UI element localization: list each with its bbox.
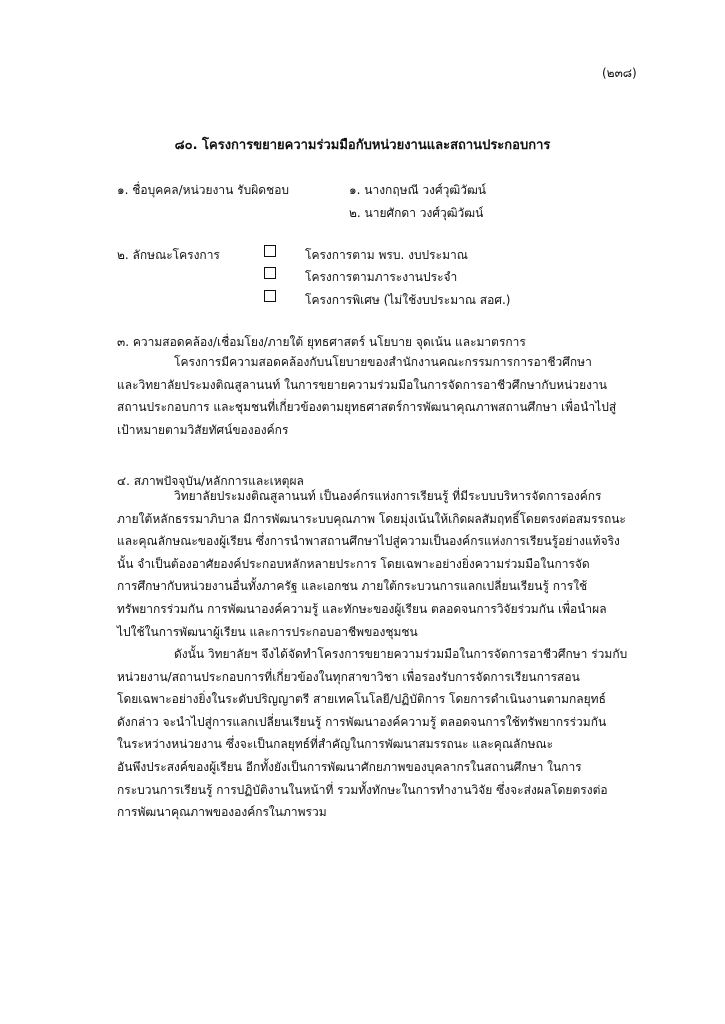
- option-special-project: โครงการพิเศษ (ไม่ใช้งบประมาณ สอศ.): [305, 293, 511, 307]
- paragraph-line: การศึกษากับหน่วยงานอื่นทั้งภาครัฐ และเอกชน ภายใต้กระบวนการแลกเปลี่ยนเรียนรู้ การใช้: [117, 579, 588, 594]
- section4-paragraph-1: [117, 485, 626, 643]
- responsible-person-2: ๒. นายศักดา วงศ์วุฒิวัฒน์: [349, 206, 484, 220]
- option-budget-act: โครงการตาม พรบ. งบประมาณ: [305, 248, 468, 262]
- section2-label: ๒. ลักษณะโครงการ: [117, 248, 220, 262]
- paragraph-line: สถานประกอบการ และชุมชนที่เกี่ยวข้องตามยุทธศาสตร์การพัฒนาคุณภาพสถานศึกษา เพื่อนำไปสู่: [117, 400, 617, 415]
- paragraph-line: หน่วยงาน/สถานประกอบการที่เกี่ยวข้องในทุกสาขาวิชา เพื่อรองรับการจัดการเรียนการสอน: [117, 669, 580, 684]
- paragraph-line: ภายใต้หลักธรรมาภิบาล มีการพัฒนาระบบคุณภาพ โดยมุ่งเน้นให้เกิดผลสัมฤทธิ์โดยตรงต่อสมรรถนะ: [117, 511, 626, 526]
- paragraph-line: อันพึงประสงค์ของผู้เรียน อีกทั้งยังเป็นการพัฒนาศักยภาพของบุคลากรในสถานศึกษา ในการ: [117, 759, 582, 774]
- checkbox-budget-act[interactable]: [264, 245, 276, 257]
- section1-label: ๑. ชื่อบุคคล/หน่วยงาน รับผิดชอบ: [117, 183, 290, 197]
- paragraph-line: ดังนั้น วิทยาลัยฯ จึงได้จัดทำโครงการขยายความร่วมมือในการจัดการอาชีวศึกษา ร่วมกับ: [174, 647, 628, 661]
- paragraph-line: และคุณลักษณะของผู้เรียน ซึ่งการนำพาสถานศึกษาไปสู่ความเป็นองค์กรแห่งการเรียนรู้อย่างแท้จริง: [117, 534, 620, 549]
- paragraph-line: ในระหว่างหน่วยงาน ซึ่งจะเป็นกลยุทธ์ที่สำคัญในการพัฒนาสมรรถนะ และคุณลักษณะ: [117, 737, 554, 752]
- paragraph-line: โครงการมีความสอดคล้องกับนโยบายของสำนักงานคณะกรรมการการอาชีวศึกษา: [174, 355, 592, 369]
- page-number: (๒๓๘): [602, 66, 637, 80]
- paragraph-line: ไปใช้ในการพัฒนาผู้เรียน และการประกอบอาชีพของชุมชน: [117, 624, 418, 639]
- paragraph-line: การพัฒนาคุณภาพขององค์กรในภาพรวม: [117, 805, 327, 820]
- paragraph-line: นั้น จำเป็นต้องอาศัยองค์ประกอบหลักหลายประการ โดยเฉพาะอย่างยิ่งความร่วมมือในการจัด: [117, 556, 590, 571]
- section3-heading: ๓. ความสอดคล้อง/เชื่อมโยง/ภายใต้ ยุทธศาสตร์ นโยบาย จุดเน้น และมาตรการ: [117, 335, 526, 349]
- option-routine-work: โครงการตามภาระงานประจำ: [305, 270, 458, 284]
- paragraph-line: วิทยาลัยประมงติณสูลานนท์ เป็นองค์กรแห่งการเรียนรู้ ที่มีระบบบริหารจัดการองค์กร: [174, 489, 602, 503]
- checkbox-special-project[interactable]: [264, 290, 276, 302]
- paragraph-line: ทรัพยากรร่วมกัน การพัฒนาองค์ความรู้ และทักษะของผู้เรียน ตลอดจนการวิจัยร่วมกัน เพื่อนำผล: [117, 601, 607, 616]
- project-title: ๘๐. โครงการขยายความร่วมมือกับหน่วยงานและสถานประกอบการ: [174, 138, 551, 153]
- paragraph-line: ดังกล่าว จะนำไปสู่การแลกเปลี่ยนเรียนรู้ การพัฒนาองค์ความรู้ ตลอดจนการใช้ทรัพยากรร่วมกัน: [117, 714, 607, 729]
- responsible-person-1: ๑. นางกฤษณี วงศ์วุฒิวัฒน์: [349, 183, 487, 197]
- section4-paragraph-2: [117, 643, 628, 824]
- paragraph-line: โดยเฉพาะอย่างยิ่งในระดับปริญญาตรี สายเทคโนโลยี/ปฏิบัติการ โดยการดำเนินงานตามกลยุทธ์: [117, 692, 606, 707]
- paragraph-line: เป้าหมายตามวิสัยทัศน์ขององค์กร: [117, 422, 289, 437]
- paragraph-line: และวิทยาลัยประมงติณสูลานนท์ ในการขยายความร่วมมือในการจัดการอาชีวศึกษากับหน่วยงาน: [117, 377, 607, 392]
- checkbox-routine-work[interactable]: [264, 267, 276, 279]
- paragraph-line: กระบวนการเรียนรู้ การปฏิบัติงานในหน้าที่ รวมทั้งทักษะในการทำงานวิจัย ซึ่งจะส่งผลโดยตรงต่อ: [117, 782, 608, 797]
- section4-heading: ๔. สภาพปัจจุบัน/หลักการและเหตุผล: [117, 474, 304, 488]
- section3-paragraph: [117, 351, 617, 441]
